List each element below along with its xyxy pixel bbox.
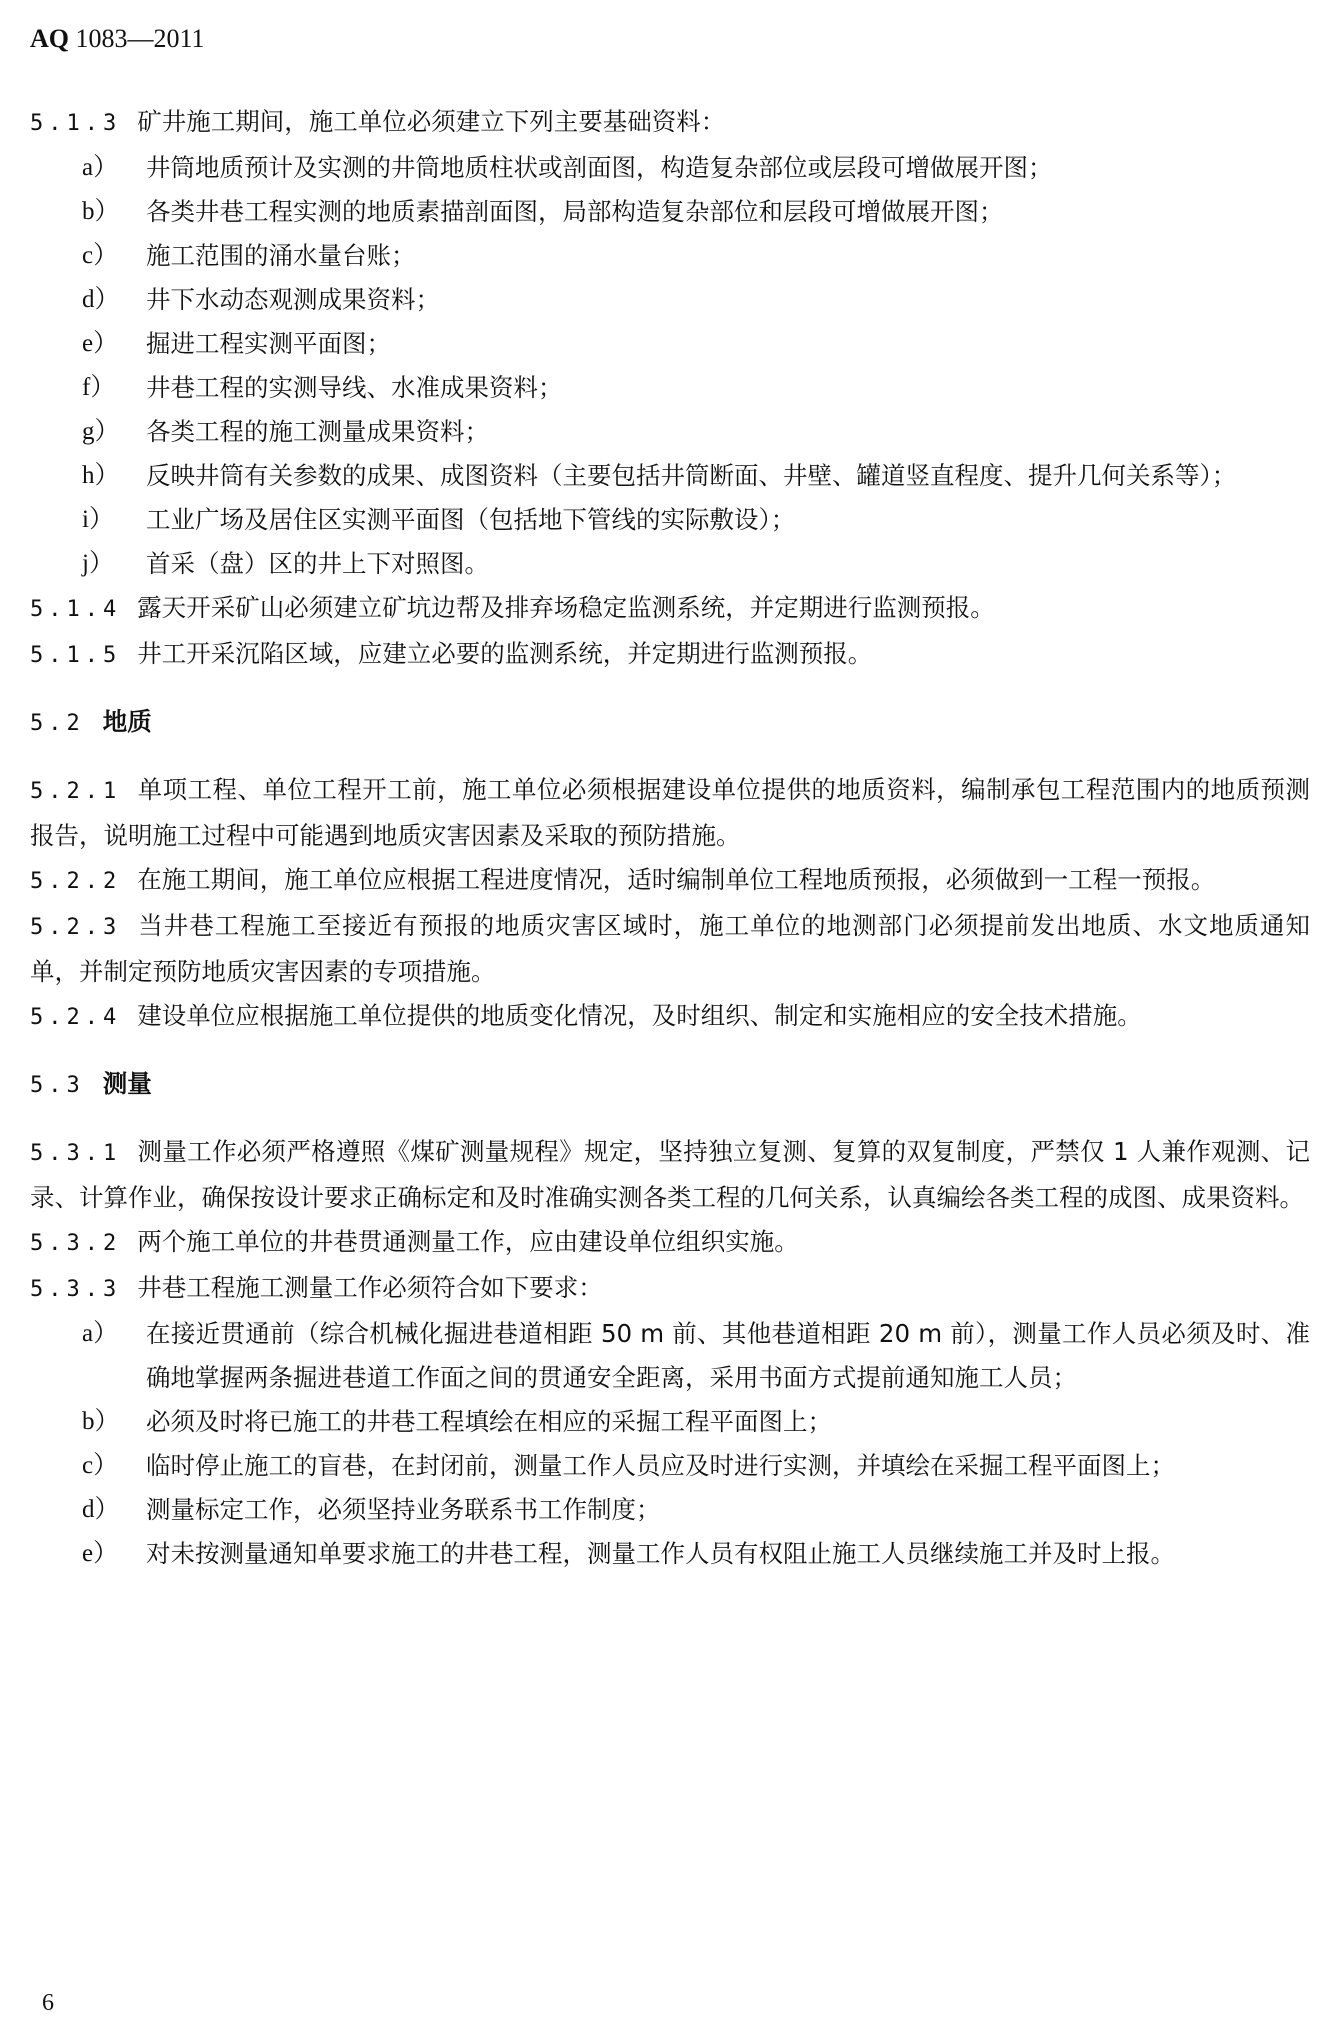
list-item-marker: f）: [82, 374, 116, 401]
list-item-text: 必须及时将已施工的井巷工程填绘在相应的采掘工程平面图上；: [146, 1407, 832, 1436]
list-item: [30, 278, 1310, 322]
list-item: [30, 498, 1310, 542]
section-number: 5.2: [30, 711, 85, 736]
list-item-text: 各类工程的施工测量成果资料；: [146, 417, 489, 446]
list-item: [30, 410, 1310, 454]
list-item-text: 对未按测量通知单要求施工的井巷工程，测量工作人员有权阻止施工人员继续施工并及时上报。: [146, 1539, 1175, 1568]
list-item-text: 施工范围的涌水量台账；: [146, 241, 416, 270]
clause-text: 矿井施工期间，施工单位必须建立下列主要基础资料：: [137, 107, 726, 136]
section-heading-geology: [30, 700, 1310, 746]
clause-5-1-4: [30, 586, 1310, 632]
clause-number: 5.1.3: [30, 111, 122, 136]
clause-5-3-1: [30, 1130, 1310, 1220]
clause-number: 5.3.2: [30, 1231, 122, 1256]
list-item: [30, 1312, 1310, 1400]
clause-5-2-1: [30, 768, 1310, 858]
standard-code-header: [30, 24, 205, 54]
list-item-text: 反映井筒有关参数的成果、成图资料（主要包括井筒断面、井壁、罐道竖直程度、提升几何关系等）；: [146, 461, 1237, 490]
list-item: [30, 234, 1310, 278]
list-item-marker: h）: [82, 462, 120, 489]
section-heading-surveying: [30, 1062, 1310, 1108]
section-title: 地质: [102, 707, 152, 736]
clause-5-2-2: [30, 858, 1310, 904]
clause-text: 建设单位应根据施工单位提供的地质变化情况，及时组织、制定和实施相应的安全技术措施。: [137, 1001, 1142, 1030]
list-item-text: 井下水动态观测成果资料；: [146, 285, 440, 314]
clause-5-2-3: [30, 904, 1310, 994]
list-item-text: 掘进工程实测平面图；: [146, 329, 391, 358]
document-body: [30, 100, 1310, 1576]
clause-text: 在施工期间，施工单位应根据工程进度情况，适时编制单位工程地质预报，必须做到一工程一预报。: [137, 865, 1216, 894]
clause-number: 5.1.4: [30, 597, 122, 622]
clause-text: 两个施工单位的井巷贯通测量工作，应由建设单位组织实施。: [137, 1227, 799, 1256]
list-item-marker: e）: [82, 330, 119, 357]
standard-code-prefix: AQ: [30, 24, 69, 53]
section-title: 测量: [102, 1069, 152, 1098]
list-item-text: 测量标定工作，必须坚持业务联系书工作制度；: [146, 1495, 661, 1524]
clause-text: 单项工程、单位工程开工前，施工单位必须根据建设单位提供的地质资料，编制承包工程范围内的地质预测报告，说明施工过程中可能遇到地质灾害因素及采取的预防措施。: [30, 775, 1310, 850]
standard-code-number: 1083—2011: [75, 24, 205, 53]
list-item: [30, 454, 1310, 498]
list-item-text: 临时停止施工的盲巷，在封闭前，测量工作人员应及时进行实测，并填绘在采掘工程平面图上；: [146, 1451, 1175, 1480]
clause-5-3-3: [30, 1266, 1310, 1312]
clause-number: 5.2.4: [30, 1005, 122, 1030]
list-item-marker: c）: [82, 1452, 119, 1479]
clause-5-3-2: [30, 1220, 1310, 1266]
page-number: 6: [42, 1990, 54, 2016]
list-item-text: 井筒地质预计及实测的井筒地质柱状或剖面图，构造复杂部位或层段可增做展开图；: [146, 153, 1053, 182]
list-item-text: 井巷工程的实测导线、水准成果资料；: [146, 373, 563, 402]
list-item-text: 各类井巷工程实测的地质素描剖面图，局部构造复杂部位和层段可增做展开图；: [146, 197, 1004, 226]
clause-text: 井工开采沉陷区域，应建立必要的监测系统，并定期进行监测预报。: [137, 639, 873, 668]
clause-5-1-5: [30, 632, 1310, 678]
clause-text: 当井巷工程施工至接近有预报的地质灾害区域时，施工单位的地测部门必须提前发出地质、水文地质通知单，并制定预防地质灾害因素的专项措施。: [30, 911, 1310, 986]
section-number: 5.3: [30, 1073, 85, 1098]
clause-number: 5.1.5: [30, 643, 122, 668]
list-item-text: 工业广场及居住区实测平面图（包括地下管线的实际敷设）；: [146, 505, 796, 534]
list-item: [30, 146, 1310, 190]
list-item-text: 在接近贯通前（综合机械化掘进巷道相距 50 m 前、其他巷道相距 20 m 前），测量工作人员必须及时、准确地掌握两条掘进巷道工作面之间的贯通安全距离，采用书面方式提前通知施工人员；: [146, 1319, 1310, 1392]
list-item-marker: g）: [82, 418, 120, 445]
list-item-marker: j）: [82, 550, 114, 577]
clause-number: 5.2.3: [30, 915, 122, 940]
list-item: [30, 1488, 1310, 1532]
clause-number: 5.3.3: [30, 1277, 122, 1302]
clause-number: 5.2.2: [30, 869, 122, 894]
list-item-marker: i）: [82, 506, 114, 533]
list-item: [30, 542, 1310, 586]
clause-text: 露天开采矿山必须建立矿坑边帮及排弃场稳定监测系统，并定期进行监测预报。: [137, 593, 995, 622]
list-item-text: 首采（盘）区的井上下对照图。: [146, 549, 489, 578]
list-item: [30, 322, 1310, 366]
list-item-marker: a）: [82, 1320, 119, 1347]
clause-number: 5.2.1: [30, 779, 122, 804]
list-item: [30, 366, 1310, 410]
list-item-marker: b）: [82, 198, 120, 225]
clause-5-2-4: [30, 994, 1310, 1040]
list-item-marker: d）: [82, 1496, 120, 1523]
list-item: [30, 1400, 1310, 1444]
list-item-marker: b）: [82, 1408, 120, 1435]
clause-text: 测量工作必须严格遵照《煤矿测量规程》规定，坚持独立复测、复算的双复制度，严禁仅 1 人兼作观测、记录、计算作业，确保按设计要求正确标定和及时准确实测各类工程的几何关系，认真编绘各类工程的成图、成果资料。: [30, 1137, 1310, 1212]
clause-number: 5.3.1: [30, 1141, 122, 1166]
list-item-marker: c）: [82, 242, 119, 269]
list-item-marker: a）: [82, 154, 119, 181]
list-item: [30, 190, 1310, 234]
clause-text: 井巷工程施工测量工作必须符合如下要求：: [137, 1273, 603, 1302]
list-item: [30, 1532, 1310, 1576]
list-item-marker: e）: [82, 1540, 119, 1567]
list-item: [30, 1444, 1310, 1488]
clause-5-1-3: [30, 100, 1310, 146]
list-item-marker: d）: [82, 286, 120, 313]
